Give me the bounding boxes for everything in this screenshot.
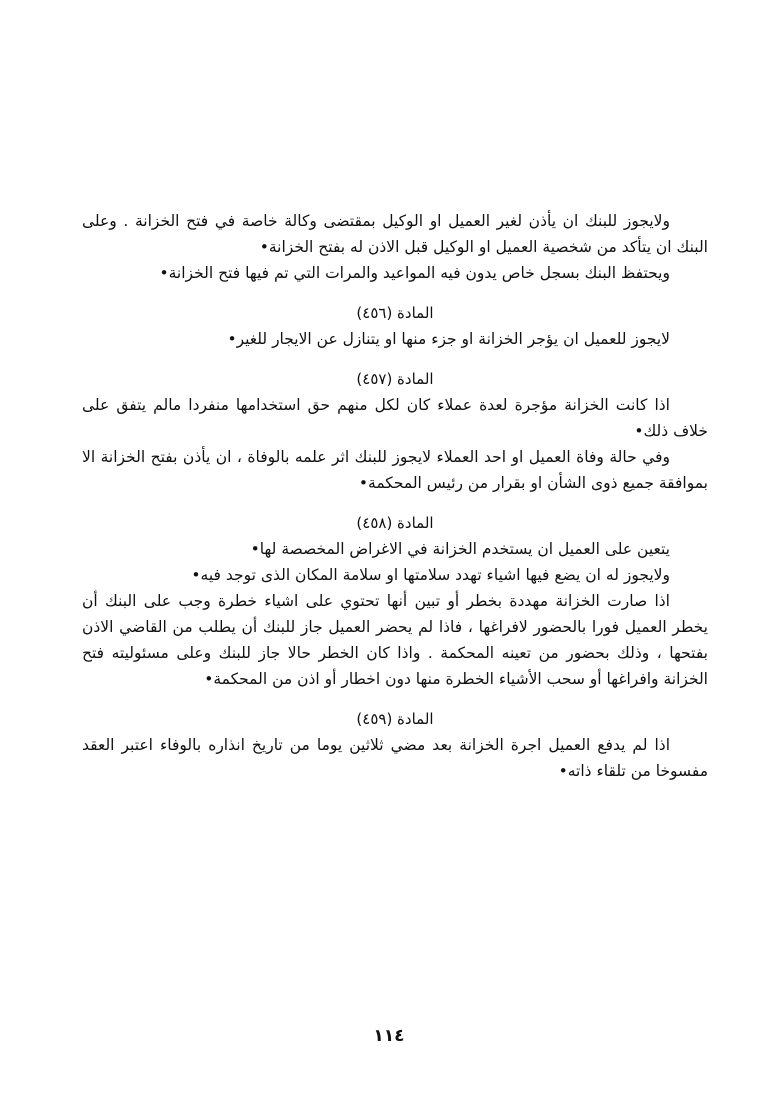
article-heading: المادة (٤٥٦): [356, 304, 434, 322]
page-number: ١١٤: [373, 1026, 405, 1046]
article-paragraph: لايجوز للعميل ان يؤجر الخزانة او جزء منها او يتنازل عن الايجار للغير•: [227, 330, 670, 348]
preamble-section: [82, 208, 708, 286]
article-paragraph: اذا لم يدفع العميل اجرة الخزانة بعد مضي ثلاثين يوما من تاريخ انذاره بالوفاء اعتبر العقد مفسوخا من تلقاء ذاته•: [82, 736, 708, 780]
preamble-paragraph-1: ولايجوز للبنك ان يأذن لغير العميل او الوكيل بمقتضى وكالة خاصة في فتح الخزانة . وعلى البنك ان يتأكد من شخصية العميل او الوكيل قبل الاذن له بفتح الخزانة•: [82, 212, 708, 256]
article-459: [82, 706, 708, 784]
article-456: [82, 300, 708, 352]
article-heading: المادة (٤٥٨): [356, 514, 434, 532]
article-458: [82, 510, 708, 692]
article-paragraph: يتعين على العميل ان يستخدم الخزانة في الاغراض المخصصة لها•: [250, 540, 670, 558]
article-paragraph: ولايجوز له ان يضع فيها اشياء تهدد سلامتها او سلامة المكان الذى توجد فيه•: [191, 566, 670, 584]
article-paragraph: اذا كانت الخزانة مؤجرة لعدة عملاء كان لكل منهم حق استخدامها منفردا مالم يتفق على خلاف ذلك•: [82, 396, 708, 440]
preamble-paragraph-2: ويحتفظ البنك بسجل خاص يدون فيه المواعيد والمرات التي تم فيها فتح الخزانة•: [159, 264, 670, 282]
article-heading: المادة (٤٥٧): [356, 370, 434, 388]
article-paragraph: وفي حالة وفاة العميل او احد العملاء لايجوز للبنك اثر علمه بالوفاة ، ان يأذن بفتح الخزانة الا بموافقة جميع ذوى الشأن او بقرار من رئيس المحكمة•: [82, 448, 708, 492]
article-paragraph: اذا صارت الخزانة مهددة بخطر أو تبين أنها تحتوي على اشياء خطرة وجب على البنك أن يخطر العميل فورا بالحضور لافراغها ، فاذا لم يحضر العميل جاز للبنك أن يطلب من القاضي الاذن بفتحها ، وذلك بحضور من تعينه المحكمة . واذا كان الخطر حالا جاز للبنك وعلى مسئوليته فتح الخزانة وافراغها أو سحب الأشياء الخطرة منها دون اخطار أو اذن من المحكمة•: [82, 592, 708, 688]
document-body: [82, 208, 708, 784]
article-heading: المادة (٤٥٩): [356, 710, 434, 728]
article-457: [82, 366, 708, 496]
